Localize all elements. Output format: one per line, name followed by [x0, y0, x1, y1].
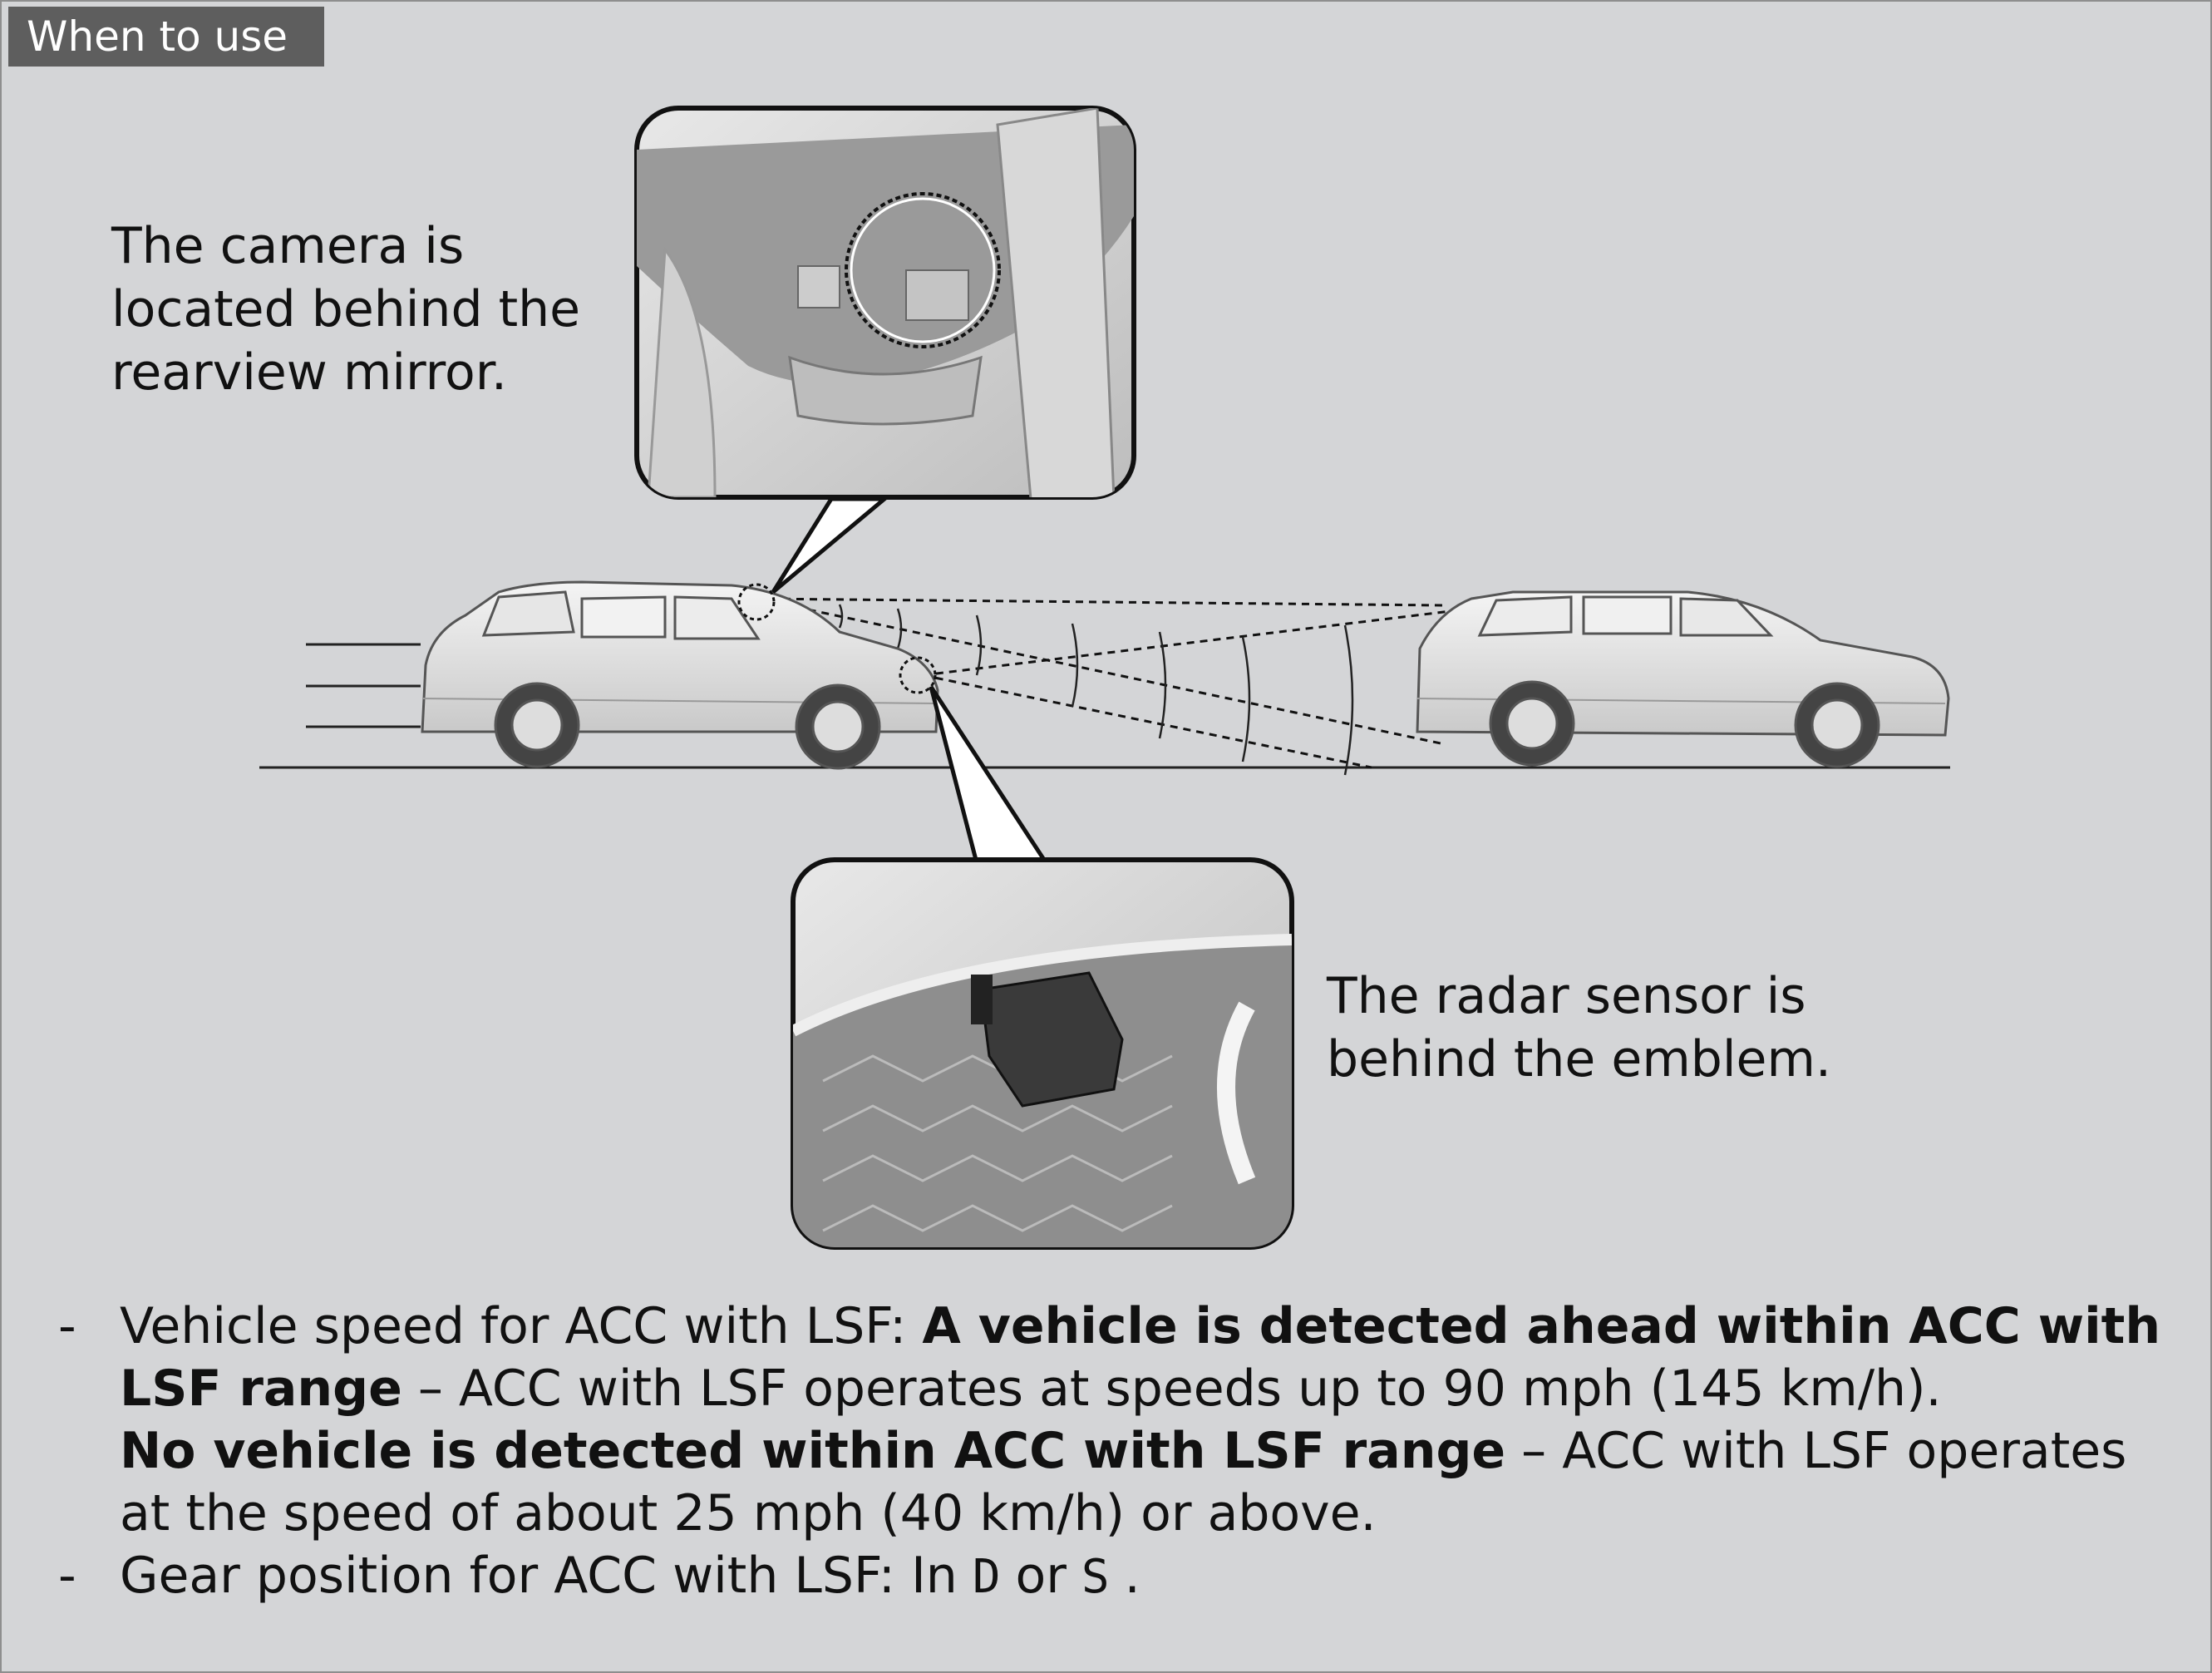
camera-location-caption: The camera is located behind the rearview mirror. — [111, 217, 581, 402]
gear-d-indicator: D — [972, 1550, 1001, 1604]
vehicle-ahead — [1417, 592, 1948, 767]
radar-inset — [793, 687, 1292, 1247]
gear-s-indicator: S — [1081, 1550, 1110, 1604]
radar-location-caption: The radar sensor is behind the emblem. — [1327, 967, 1831, 1088]
motion-lines — [306, 644, 421, 727]
speed-condition-item: - Vehicle speed for ACC with LSF: A vehicle is detected ahead within ACC with LSF range – ACC with LSF operates at speeds up to 90 mph (145 km/h). No vehicle is detected within ACC with LSF range – ACC with LSF operates at the speed of about 25 mph (40 km/h) or above. — [58, 1297, 2161, 1542]
conditions-list — [58, 1295, 2170, 1608]
no-vehicle-label: No vehicle is detected within ACC with LSF range — [120, 1422, 1506, 1480]
bullet-dash: - — [58, 1297, 76, 1355]
section-tag: When to use — [8, 7, 324, 67]
own-vehicle — [422, 582, 938, 768]
detected-ahead-label: A vehicle is detected ahead within ACC with LSF range — [120, 1297, 2161, 1418]
bullet-dash: - — [58, 1547, 76, 1605]
camera-inset — [637, 108, 1134, 592]
gear-condition-item: - Gear position for ACC with LSF: In D or S . — [58, 1545, 2170, 1608]
